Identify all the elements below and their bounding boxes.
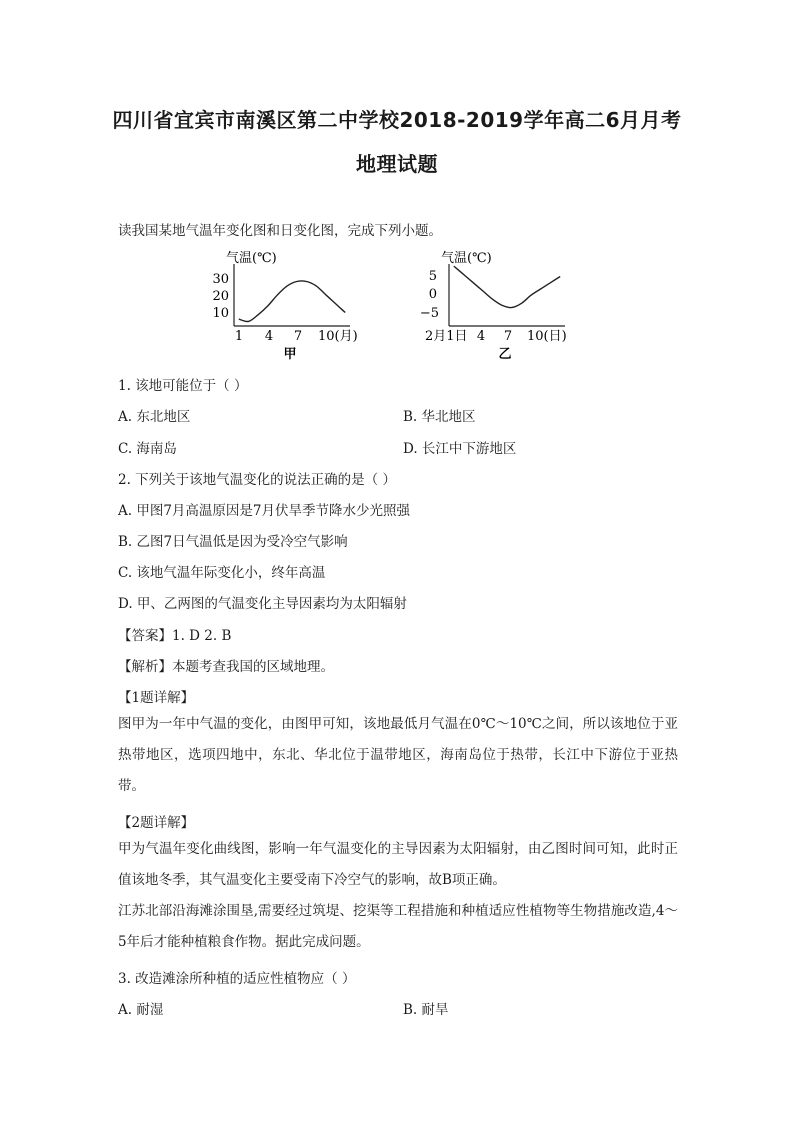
analysis-line: 【解析】本题考查我国的区域地理。 xyxy=(118,659,334,675)
answer-line: 【答案】1. D 2. B xyxy=(118,628,232,644)
q1-option-a: A. 东北地区 xyxy=(118,409,191,425)
chart-jia-caption: 甲 xyxy=(283,347,297,362)
chart-jia-ylabel: 气温(℃) xyxy=(226,251,277,266)
q1-option-d: D. 长江中下游地区 xyxy=(403,441,517,457)
document-title-line-2: 地理试题 xyxy=(356,152,438,176)
chart-yi xyxy=(415,244,595,364)
q3-option-b: B. 耐旱 xyxy=(403,1002,449,1018)
q1-stem: 1. 该地可能位于（ ） xyxy=(118,378,248,394)
chart-yi-xtick: 2月1日 xyxy=(425,329,468,344)
detail-2-heading: 【2题详解】 xyxy=(118,815,195,831)
chart-yi-caption: 乙 xyxy=(498,347,512,362)
chart-yi-ylabel: 气温(℃) xyxy=(441,251,492,266)
q2-option-c: C. 该地气温年际变化小，终年高温 xyxy=(118,565,326,581)
intro-text: 读我国某地气温年变化图和日变化图，完成下列小题。 xyxy=(118,223,442,239)
chart-jia-xtick: 1 xyxy=(234,329,244,344)
passage-intro: 江苏北部沿海滩涂围垦,需要经过筑堤、挖渠等工程措施和种植适应性植物等生物措施改造,4～5年后才能种植粮食作物。据此完成问题。 xyxy=(118,903,678,950)
q2-option-b: B. 乙图7日气温低是因为受冷空气影响 xyxy=(118,534,348,550)
q2-option-a: A. 甲图7月高温原因是7月伏旱季节降水少光照强 xyxy=(118,503,411,519)
q3-stem: 3. 改造滩涂所种植的适应性植物应（ ） xyxy=(118,971,356,987)
chart-jia-ytick: 30 xyxy=(212,272,229,287)
detail-1-heading: 【1题详解】 xyxy=(118,690,195,706)
q2-stem: 2. 下列关于该地气温变化的说法正确的是（ ） xyxy=(118,472,396,488)
chart-jia-ytick: 20 xyxy=(212,289,229,304)
chart-yi-xtick: 7 xyxy=(503,329,513,344)
chart-yi-temperature-line xyxy=(454,266,560,307)
chart-yi-xtick: 4 xyxy=(476,329,486,344)
chart-jia-xtick: 10(月) xyxy=(318,329,358,344)
document-title-line-1: 四川省宜宾市南溪区第二中学校2018-2019学年高二6月月考 xyxy=(112,108,682,132)
chart-jia-xtick: 7 xyxy=(293,329,303,344)
q1-option-c: C. 海南岛 xyxy=(118,441,177,457)
q3-option-a: A. 耐湿 xyxy=(118,1002,164,1018)
detail-1-text: 图甲为一年中气温的变化，由图甲可知，该地最低月气温在0℃～10℃之间，所以该地位于亚热带地区，选项四地中，东北、华北位于温带地区，海南岛位于热带，长江中下游位于亚热带。 xyxy=(118,716,678,794)
chart-jia-xtick: 4 xyxy=(264,329,274,344)
q1-option-b: B. 华北地区 xyxy=(403,409,476,425)
chart-yi-ytick: 5 xyxy=(428,269,437,284)
chart-jia xyxy=(200,244,380,364)
chart-yi-xtick: 10(日) xyxy=(527,329,567,344)
chart-yi-ytick: 0 xyxy=(428,287,437,302)
chart-jia-temperature-line xyxy=(239,281,345,322)
detail-2-text: 甲为气温年变化曲线图，影响一年气温变化的主导因素为太阳辐射，由乙图时间可知，此时正值该地冬季，其气温变化主要受南下冷空气的影响，故B项正确。 xyxy=(118,841,678,888)
q2-option-d: D. 甲、乙两图的气温变化主导因素均为太阳辐射 xyxy=(118,596,407,612)
chart-jia-ytick: 10 xyxy=(212,306,229,321)
chart-yi-ytick: −5 xyxy=(419,306,439,321)
